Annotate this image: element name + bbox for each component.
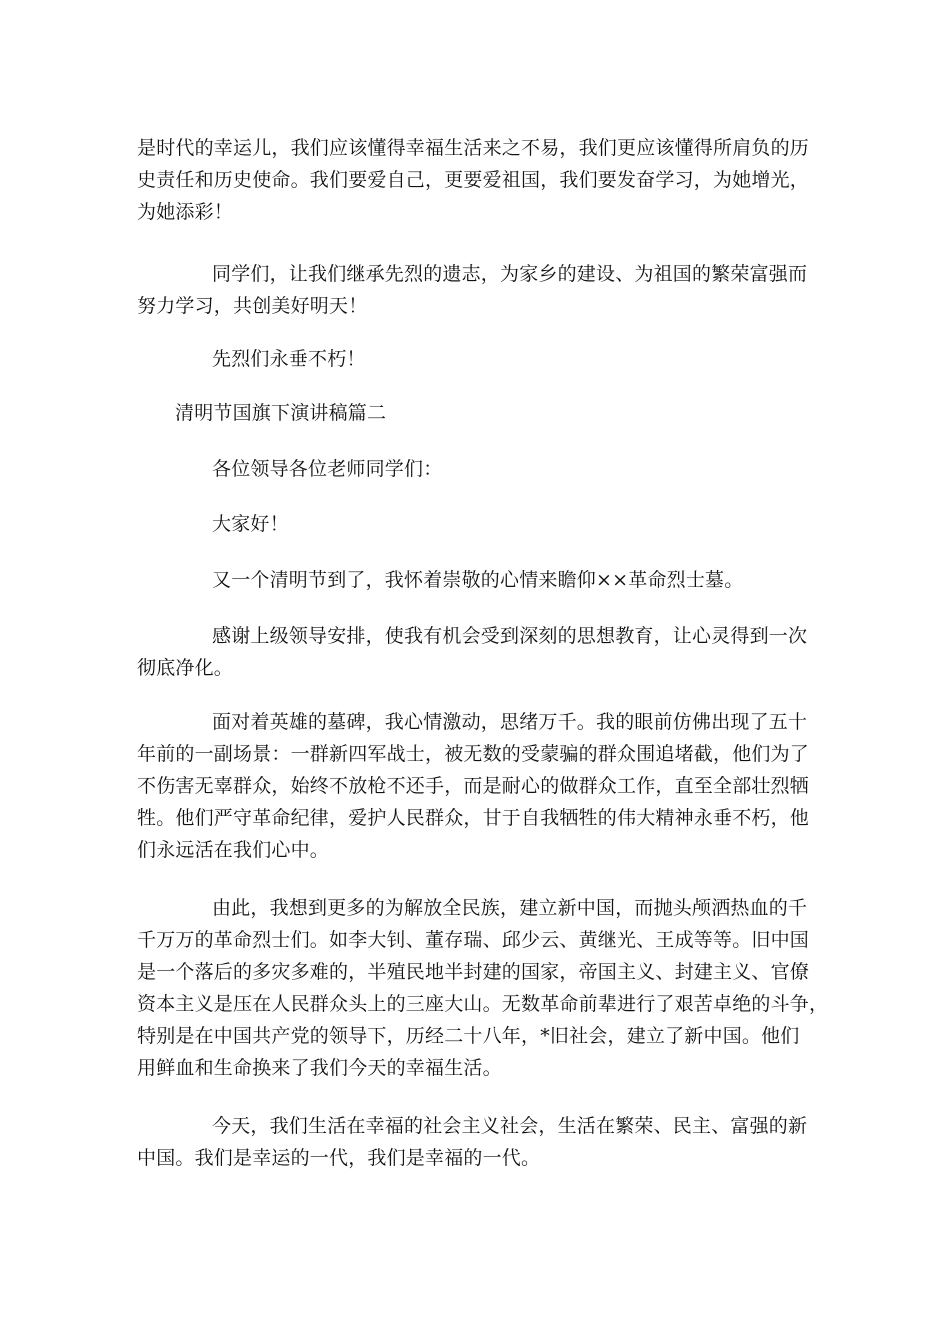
text-line: 今天，我们生活在幸福的社会主义社会，生活在繁荣、民主、富强的新 [212,1115,808,1137]
text-line: 努力学习，共创美好明天！ [137,295,368,317]
text-line: 彻底净化。 [137,657,234,679]
text-line: 感谢上级领导安排，使我有机会受到深刻的思想教育，让心灵得到一次 [212,625,808,647]
text-line: 千万万的革命烈士们。如李大钊、董存瑞、邱少云、黄继光、王成等等。旧中国 [137,929,810,951]
text-line: 是一个落后的多灾多难的，半殖民地半封建的国家，帝国主义、封建主义、官僚 [137,961,810,983]
text-line: 各位领导各位老师同学们： [212,458,443,480]
text-line: 特别是在中国共产党的领导下，历经二十八年，*旧社会，建立了新中国。他们 [137,1025,800,1047]
text-line: 由此，我想到更多的为解放全民族，建立新中国，而抛头颅洒热血的千 [212,897,808,919]
text-line: 先烈们永垂不朽！ [212,348,366,370]
text-line: 中国。我们是幸运的一代，我们是幸福的一代。 [137,1147,541,1169]
text-line: 年前的一副场景：一群新四军战士，被无数的受蒙骗的群众围追堵截，他们为了 [137,743,810,765]
text-line: 资本主义是压在人民群众头上的三座大山。无数革命前辈进行了艰苦卓绝的斗争， [137,993,829,1015]
text-line: 史责任和历史使命。我们要爱自己，更要爱祖国，我们要发奋学习，为她增光， [137,169,810,191]
text-line: 又一个清明节到了，我怀着崇敬的心情来瞻仰××革命烈士墓。 [212,569,744,591]
text-line: 大家好！ [212,513,289,535]
text-line: 牲。他们严守革命纪律，爱护人民群众，甘于自我牺牲的伟大精神永垂不朽，他 [137,807,810,829]
text-line: 不伤害无辜群众，始终不放枪不还手，而是耐心的做群众工作，直至全部壮烈牺 [137,775,810,797]
text-line: 们永远活在我们心中。 [137,839,330,861]
text-line: 面对着英雄的墓碑，我心情激动，思绪万千。我的眼前仿佛出现了五十 [212,711,808,733]
text-line: 为她添彩！ [137,201,234,223]
text-line: 用鲜血和生命换来了我们今天的幸福生活。 [137,1057,502,1079]
text-line: 是时代的幸运儿，我们应该懂得幸福生活来之不易，我们更应该懂得所肩负的历 [137,137,810,159]
section-heading: 清明节国旗下演讲稿篇二 [175,402,387,424]
text-line: 同学们，让我们继承先烈的遗志，为家乡的建设、为祖国的繁荣富强而 [212,263,808,285]
